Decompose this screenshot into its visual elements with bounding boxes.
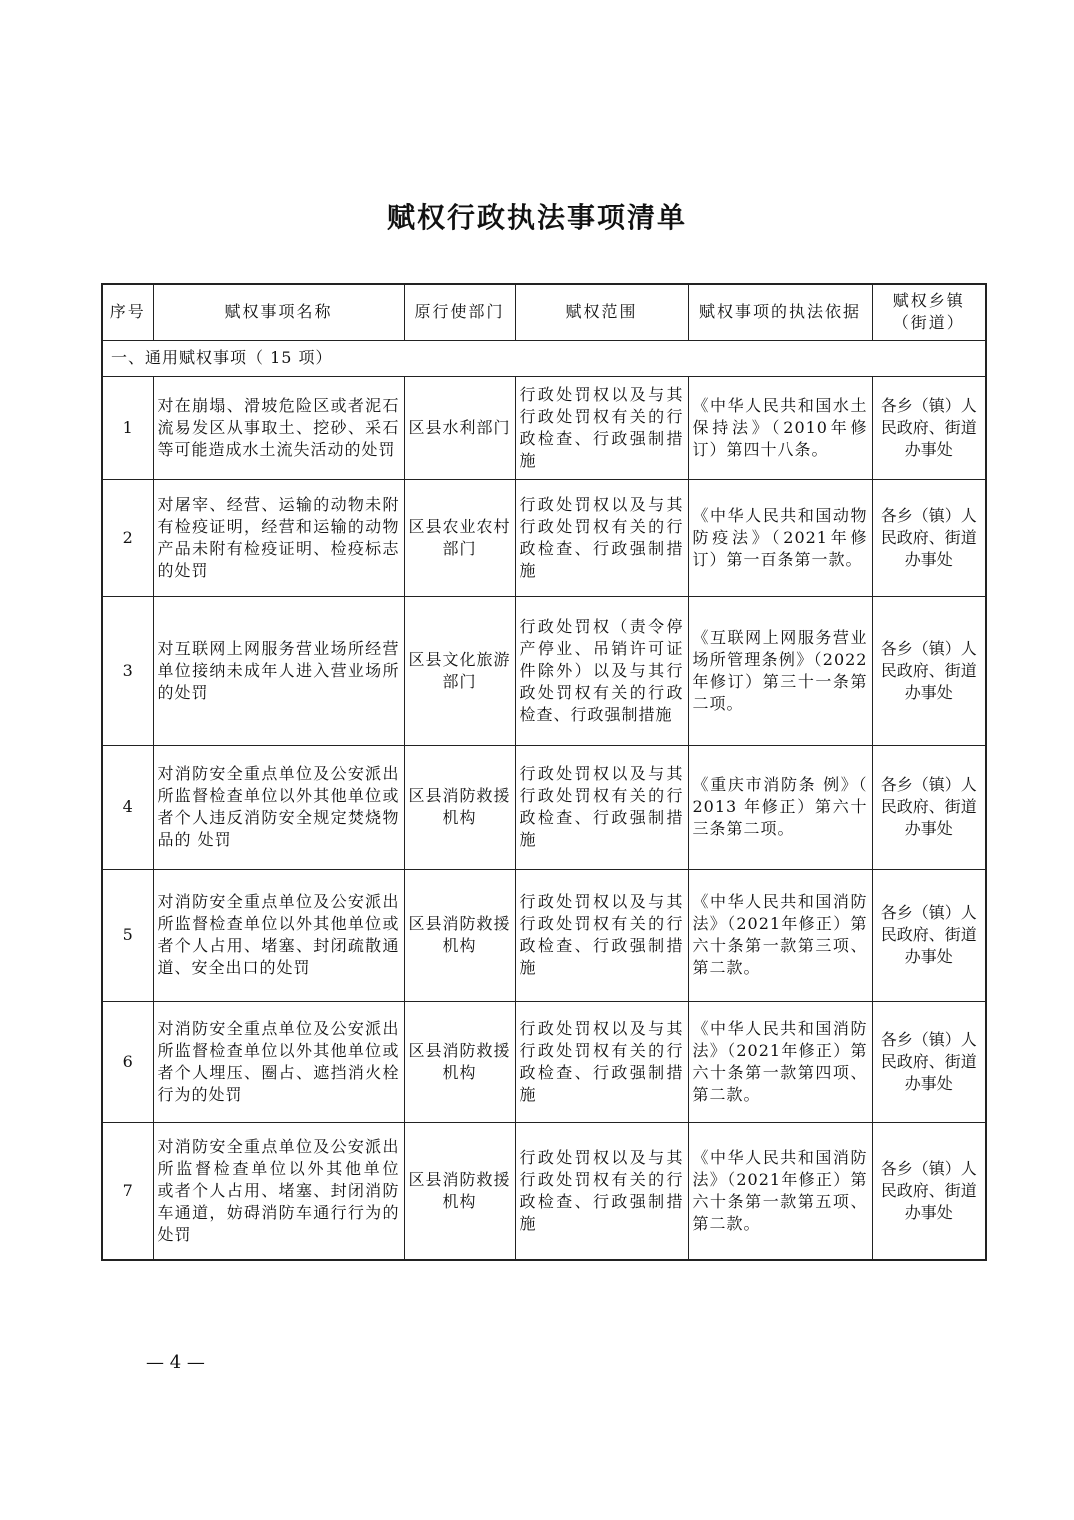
row-seq: 7: [102, 1122, 153, 1260]
row-town: 各乡（镇）人民政府、街道办事处: [872, 869, 986, 1001]
row-town: 各乡（镇）人民政府、街道办事处: [872, 376, 986, 479]
table-row: [102, 1001, 986, 1122]
table-row: [102, 745, 986, 869]
row-item-name: 对消防安全重点单位及公安派出所监督检查单位以外其他单位 或者个人占用、堵塞、封闭消防车通道，妨碍消防车通行行为的处罚: [153, 1122, 404, 1260]
row-basis: 《中华人民共和国消防法》（2021年修正）第六十条第一款第四项、第二款。: [688, 1001, 872, 1122]
row-scope: 行政处罚权以及与其行政处罚权有关的行政检查、行政强制措施: [515, 376, 688, 479]
table-row: [102, 869, 986, 1001]
table-row: [102, 596, 986, 745]
row-scope: 行政处罚权以及与其行政处罚权有关的行政检查、行政强制措施: [515, 1001, 688, 1122]
header-basis: 赋权事项的执法依据: [688, 284, 872, 340]
row-item-name: 对消防安全重点单位及公安派出所监督检查单位以外其他单位或者个人埋压、圈占、遮挡消火栓行为的处罚: [153, 1001, 404, 1122]
row-item-name: 对在崩塌、滑坡危险区或者泥石流易发区从事取土、挖砂、采石等可能造成水土流失活动的处罚: [153, 376, 404, 479]
row-seq: 5: [102, 869, 153, 1001]
row-dept: 区县消防救援机构: [404, 869, 515, 1001]
document-title: 赋权行政执法事项清单: [386, 201, 687, 234]
table-row: [102, 1122, 986, 1260]
row-dept: 区县消防救援机构: [404, 1001, 515, 1122]
row-seq: 2: [102, 479, 153, 596]
row-scope: 行政处罚权以及与其行政处罚权有关的行政检查、行政强制措施: [515, 1122, 688, 1260]
row-basis: 《中华人民共和国动物防疫法》（2021年修订）第一百条第一款。: [688, 479, 872, 596]
row-town: 各乡（镇）人民政府、街道办事处: [872, 1122, 986, 1260]
row-dept: 区县农业农村部门: [404, 479, 515, 596]
row-seq: 6: [102, 1001, 153, 1122]
row-seq: 1: [102, 376, 153, 479]
enforcement-items-table: [101, 283, 987, 1261]
row-dept: 区县水利部门: [404, 376, 515, 479]
row-item-name: 对消防安全重点单位及公安派出所监督检查单位以外其他单位或者个人占用、堵塞、封闭疏散通道、安全出口的处罚: [153, 869, 404, 1001]
header-dept: 原行使部门: [404, 284, 515, 340]
row-town: 各乡（镇）人民政府、街道办事处: [872, 596, 986, 745]
row-seq: 4: [102, 745, 153, 869]
row-item-name: 对屠宰、经营、运输的动物未附有检疫证明，经营和运输的动物产品未附有检疫证明、检疫标志的处罚: [153, 479, 404, 596]
row-dept: 区县消防救援机构: [404, 745, 515, 869]
row-scope: 行政处罚权以及与其行政处罚权有关的行政检查、行政强制措施: [515, 745, 688, 869]
row-item-name: 对消防安全重点单位及公安派出所监督检查单位以外其他单位或者个人违反消防安全规定焚烧物品的 处罚: [153, 745, 404, 869]
row-dept: 区县消防救援机构: [404, 1122, 515, 1260]
section-row: [102, 340, 986, 376]
row-town: 各乡（镇）人民政府、街道办事处: [872, 1001, 986, 1122]
header-town: 赋权乡镇（街道）: [872, 284, 986, 340]
page-number: — 4 —: [146, 1352, 205, 1373]
row-dept: 区县文化旅游部门: [404, 596, 515, 745]
row-item-name: 对互联网上网服务营业场所经营单位接纳未成年人进入营业场所的处罚: [153, 596, 404, 745]
table-row: [102, 479, 986, 596]
row-basis: 《中华人民共和国水土保持法》（2010年修订）第四十八条。: [688, 376, 872, 479]
table-header-row: [102, 284, 986, 340]
section-title: 一、通用赋权事项（ 15 项）: [102, 340, 986, 376]
header-seq: 序号: [102, 284, 153, 340]
row-town: 各乡（镇）人民政府、街道办事处: [872, 479, 986, 596]
row-basis: 《重庆市消防条 例》（ 2013 年修正）第六十三条第二项。: [688, 745, 872, 869]
table-row: [102, 376, 986, 479]
header-scope: 赋权范围: [515, 284, 688, 340]
row-seq: 3: [102, 596, 153, 745]
header-name: 赋权事项名称: [153, 284, 404, 340]
row-town: 各乡（镇）人民政府、街道办事处: [872, 745, 986, 869]
row-scope: 行政处罚权以及与其行政处罚权有关的行政检查、行政强制措施: [515, 479, 688, 596]
row-basis: 《中华人民共和国消防法》（2021年修正）第六十条第一款第三项、第二款。: [688, 869, 872, 1001]
row-scope: 行政处罚权（责令停产停业、吊销许可证件除外）以及与其行政处罚权有关的行政检查、行政强制措施: [515, 596, 688, 745]
row-scope: 行政处罚权以及与其行政处罚权有关的行政检查、行政强制措施: [515, 869, 688, 1001]
row-basis: 《中华人民共和国消防法》（2021年修正）第六十条第一款第五项、第二款。: [688, 1122, 872, 1260]
row-basis: 《互联网上网服务营业场所管理条例》（2022 年修订）第三十一条第二项。: [688, 596, 872, 745]
